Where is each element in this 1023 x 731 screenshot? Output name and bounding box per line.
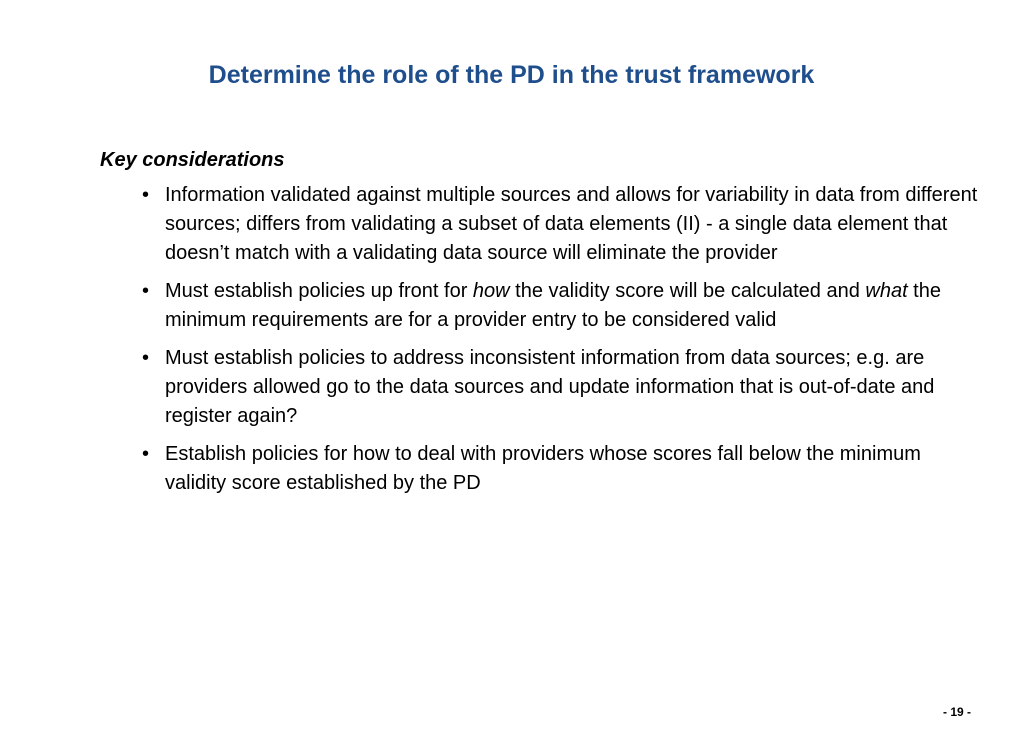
emphasis-what: what (865, 280, 908, 302)
bullet-icon: • (142, 280, 150, 302)
section-heading: Key considerations (100, 149, 285, 171)
bullet-item-2 (140, 277, 980, 335)
bullet-text-part: the minimum requirements are for a provider entry to be considered valid (165, 280, 941, 331)
bullet-item-1 (140, 181, 980, 268)
bullet-icon: • (142, 443, 150, 465)
bullet-item-4 (140, 440, 980, 498)
bullet-text: Must establish policies to address inconsistent information from data sources; e.g. are providers allowed go to the data sources and update information that is out-of-date and register again? (165, 347, 935, 427)
bullet-list (100, 181, 980, 498)
bullet-text-part: Must establish policies up front for (165, 280, 473, 302)
bullet-icon: • (142, 184, 150, 206)
bullet-item-3 (140, 344, 980, 431)
bullet-text: Establish policies for how to deal with providers whose scores fall below the minimum validity score established by the PD (165, 443, 921, 494)
bullet-icon: • (142, 347, 150, 369)
bullet-text-part: the validity score will be calculated and (509, 280, 866, 302)
emphasis-how: how (472, 280, 510, 302)
page-number: - 19 - (942, 705, 971, 719)
slide-title: Determine the role of the PD in the trust framework (208, 61, 815, 89)
bullet-text: Information validated against multiple sources and allows for variability in data from different sources; differs from validating a subset of data elements (II) - a single data element that doesn’t match with a validating data source will eliminate the provider (165, 184, 978, 264)
slide-content (100, 146, 980, 507)
